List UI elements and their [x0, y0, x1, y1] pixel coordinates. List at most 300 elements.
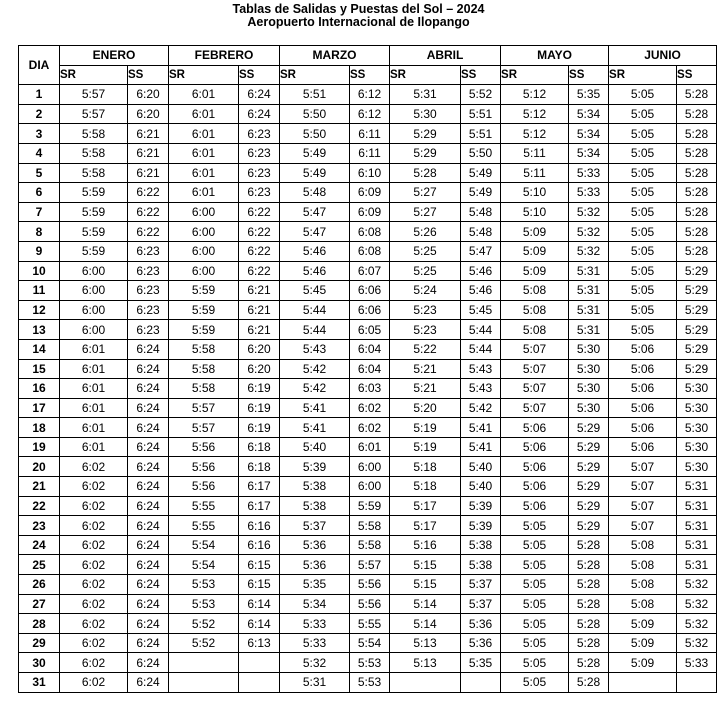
ss-header: SS: [128, 65, 169, 85]
sunrise-cell: 6:01: [60, 437, 128, 457]
sunset-cell: 6:02: [350, 398, 390, 418]
sunset-cell: 6:02: [350, 418, 390, 438]
day-cell: 30: [19, 653, 60, 673]
sunrise-cell: 5:06: [609, 359, 677, 379]
sunset-cell: 6:07: [350, 261, 390, 281]
sunset-cell: 5:30: [677, 457, 717, 477]
sunset-cell: 6:23: [239, 143, 280, 163]
sunset-cell: 6:23: [239, 163, 280, 183]
sunrise-cell: 5:19: [390, 418, 461, 438]
sunset-cell: 5:31: [569, 300, 609, 320]
sunset-cell: 6:24: [239, 104, 280, 124]
sunrise-cell: 5:28: [390, 163, 461, 183]
sunset-cell: 6:24: [128, 555, 169, 575]
sunrise-cell: 5:56: [169, 477, 239, 497]
sunset-cell: 5:28: [677, 202, 717, 222]
sunset-cell: 5:38: [461, 555, 501, 575]
day-cell: 7: [19, 202, 60, 222]
sunset-cell: 6:24: [128, 673, 169, 693]
sunrise-cell: 5:05: [501, 575, 569, 595]
sunrise-cell: 5:05: [609, 320, 677, 340]
sunrise-cell: 5:45: [280, 281, 350, 301]
sunrise-cell: 6:00: [169, 241, 239, 261]
sunrise-cell: 5:59: [60, 241, 128, 261]
sunset-cell: 6:24: [128, 614, 169, 634]
day-cell: 10: [19, 261, 60, 281]
sunrise-cell: 5:31: [280, 673, 350, 693]
table-row: [19, 496, 717, 516]
sunset-cell: 5:28: [569, 653, 609, 673]
sunset-cell: 5:30: [677, 418, 717, 438]
sunset-cell: 6:06: [350, 281, 390, 301]
sunset-cell: 5:28: [677, 222, 717, 242]
sunset-cell: 6:24: [128, 535, 169, 555]
sunrise-cell: 6:01: [60, 398, 128, 418]
table-row: [19, 163, 717, 183]
sunrise-cell: 5:31: [390, 85, 461, 105]
sunset-cell: 5:32: [677, 614, 717, 634]
sunset-cell: 6:24: [128, 516, 169, 536]
sunrise-cell: 5:58: [169, 379, 239, 399]
sunrise-cell: 5:36: [280, 555, 350, 575]
sunrise-cell: 5:05: [609, 183, 677, 203]
sunset-cell: 6:20: [128, 104, 169, 124]
sunrise-cell: 5:44: [280, 320, 350, 340]
sunset-cell: 6:24: [239, 85, 280, 105]
sunset-cell: 6:24: [128, 339, 169, 359]
sunrise-cell: 5:40: [280, 437, 350, 457]
sunset-cell: 5:28: [677, 85, 717, 105]
day-cell: 23: [19, 516, 60, 536]
sunset-cell: 6:24: [128, 457, 169, 477]
sunrise-cell: 5:59: [60, 222, 128, 242]
sunset-cell: 5:36: [461, 633, 501, 653]
sunset-cell: 6:16: [239, 516, 280, 536]
sunset-cell: 5:34: [569, 104, 609, 124]
table-row: [19, 143, 717, 163]
sunset-cell: 6:24: [128, 477, 169, 497]
sunrise-cell: 5:05: [501, 673, 569, 693]
sunrise-cell: 5:58: [60, 143, 128, 163]
sunrise-cell: 5:10: [501, 202, 569, 222]
sunrise-cell: 5:07: [609, 457, 677, 477]
sunrise-cell: 5:43: [280, 339, 350, 359]
sunset-cell: 5:57: [350, 555, 390, 575]
sunset-cell: 6:08: [350, 241, 390, 261]
sunset-cell: 5:34: [569, 124, 609, 144]
sunrise-cell: 6:01: [169, 85, 239, 105]
sunrise-cell: 5:08: [609, 594, 677, 614]
sunrise-cell: 6:02: [60, 516, 128, 536]
sunset-cell: 5:39: [461, 516, 501, 536]
sunrise-cell: 5:35: [280, 575, 350, 595]
sunset-cell: 5:43: [461, 379, 501, 399]
sunset-cell: [239, 653, 280, 673]
sunrise-cell: 5:53: [169, 594, 239, 614]
sunset-cell: 5:44: [461, 320, 501, 340]
sunrise-cell: 5:57: [169, 418, 239, 438]
sunset-cell: 6:21: [128, 124, 169, 144]
sr-header: SR: [60, 65, 128, 85]
sunset-cell: 5:28: [677, 183, 717, 203]
sunrise-cell: 5:55: [169, 516, 239, 536]
sunrise-cell: 5:57: [60, 104, 128, 124]
sunset-cell: 5:59: [350, 496, 390, 516]
sunrise-cell: 5:08: [609, 575, 677, 595]
sunrise-cell: 6:00: [60, 320, 128, 340]
sunset-cell: 6:21: [128, 143, 169, 163]
sunset-cell: 5:33: [569, 163, 609, 183]
table-row: [19, 653, 717, 673]
sunset-cell: 6:22: [128, 222, 169, 242]
sunrise-cell: 5:58: [169, 339, 239, 359]
sunset-cell: 5:31: [569, 281, 609, 301]
sunset-cell: 5:31: [569, 320, 609, 340]
sunset-cell: [461, 673, 501, 693]
sr-ss-header-row: [19, 65, 717, 85]
sunset-cell: 5:40: [461, 477, 501, 497]
day-cell: 16: [19, 379, 60, 399]
day-cell: 18: [19, 418, 60, 438]
sunset-cell: 5:32: [569, 202, 609, 222]
sunset-cell: 5:41: [461, 437, 501, 457]
sunrise-cell: 6:02: [60, 535, 128, 555]
sunrise-cell: 5:12: [501, 104, 569, 124]
sunrise-cell: 5:05: [501, 535, 569, 555]
table-row: [19, 241, 717, 261]
sunset-cell: 5:28: [569, 594, 609, 614]
day-cell: 1: [19, 85, 60, 105]
table-row: [19, 633, 717, 653]
sunset-cell: 5:29: [569, 457, 609, 477]
sunrise-cell: 5:34: [280, 594, 350, 614]
sunset-cell: 6:18: [239, 457, 280, 477]
sunrise-cell: 6:01: [169, 143, 239, 163]
day-cell: 5: [19, 163, 60, 183]
sunset-cell: 6:23: [128, 261, 169, 281]
sunset-cell: 6:23: [128, 320, 169, 340]
sunrise-cell: 5:18: [390, 477, 461, 497]
table-row: [19, 124, 717, 144]
sunrise-cell: 5:56: [169, 457, 239, 477]
sunrise-cell: 5:42: [280, 359, 350, 379]
sunrise-cell: 5:33: [280, 614, 350, 634]
title-line-1: Tablas de Salidas y Puestas del Sol – 2024: [232, 2, 485, 16]
sunrise-cell: 6:00: [169, 202, 239, 222]
sunrise-cell: 5:48: [280, 183, 350, 203]
sunset-cell: 5:28: [677, 163, 717, 183]
sunset-cell: 6:15: [239, 555, 280, 575]
day-cell: 12: [19, 300, 60, 320]
day-cell: 24: [19, 535, 60, 555]
sunset-cell: 6:17: [239, 496, 280, 516]
sunset-cell: 6:18: [239, 437, 280, 457]
sunset-cell: 6:08: [350, 222, 390, 242]
sunset-cell: 5:28: [569, 633, 609, 653]
table-row: [19, 418, 717, 438]
sunset-cell: 6:24: [128, 496, 169, 516]
sunset-cell: 5:30: [569, 398, 609, 418]
sunrise-cell: 5:47: [280, 202, 350, 222]
sunrise-cell: 5:05: [609, 85, 677, 105]
sunrise-cell: 5:59: [60, 202, 128, 222]
sunrise-cell: 5:11: [501, 163, 569, 183]
sunset-cell: 5:51: [461, 124, 501, 144]
title-line-2: Aeropuerto Internacional de Ilopango: [247, 15, 470, 29]
sunset-cell: 5:43: [461, 359, 501, 379]
sunrise-cell: 6:02: [60, 575, 128, 595]
sunrise-cell: 5:07: [501, 339, 569, 359]
sunset-cell: 5:31: [677, 535, 717, 555]
sunrise-cell: 5:29: [390, 124, 461, 144]
sunrise-cell: 5:09: [501, 261, 569, 281]
day-cell: 31: [19, 673, 60, 693]
sunrise-cell: 6:01: [60, 379, 128, 399]
sr-header: SR: [609, 65, 677, 85]
sunset-cell: 5:35: [461, 653, 501, 673]
sunrise-cell: 5:07: [501, 359, 569, 379]
sunset-cell: 5:35: [569, 85, 609, 105]
sunrise-cell: 5:50: [280, 104, 350, 124]
sunset-cell: 5:39: [461, 496, 501, 516]
sunset-cell: 6:24: [128, 359, 169, 379]
sunrise-cell: 5:05: [609, 222, 677, 242]
table-row: [19, 339, 717, 359]
sunset-cell: 6:13: [239, 633, 280, 653]
sunrise-cell: [169, 653, 239, 673]
sunset-cell: 5:31: [677, 496, 717, 516]
sunrise-cell: 5:54: [169, 535, 239, 555]
sunset-cell: 5:31: [569, 261, 609, 281]
day-cell: 20: [19, 457, 60, 477]
sunrise-cell: 6:01: [169, 104, 239, 124]
sunrise-cell: 5:14: [390, 614, 461, 634]
sunrise-cell: 5:54: [169, 555, 239, 575]
sunset-cell: 5:49: [461, 183, 501, 203]
sr-header: SR: [280, 65, 350, 85]
sunrise-cell: 6:00: [60, 300, 128, 320]
table-row: [19, 614, 717, 634]
sunrise-cell: 5:32: [280, 653, 350, 673]
sunrise-cell: [609, 673, 677, 693]
table-row: [19, 535, 717, 555]
sunrise-cell: 5:05: [609, 281, 677, 301]
sunset-cell: 5:44: [461, 339, 501, 359]
sunset-cell: 6:21: [239, 300, 280, 320]
day-cell: 14: [19, 339, 60, 359]
sunset-cell: 6:03: [350, 379, 390, 399]
day-cell: 2: [19, 104, 60, 124]
sunrise-cell: 5:05: [609, 143, 677, 163]
sunset-cell: 6:10: [350, 163, 390, 183]
sunset-cell: 6:23: [128, 281, 169, 301]
sunrise-cell: 5:58: [60, 163, 128, 183]
sunset-cell: 6:01: [350, 437, 390, 457]
sunset-cell: 6:14: [239, 594, 280, 614]
sunset-cell: 6:23: [239, 183, 280, 203]
sunrise-cell: 5:09: [609, 614, 677, 634]
day-cell: 22: [19, 496, 60, 516]
sunrise-cell: 5:49: [280, 163, 350, 183]
sunrise-cell: 5:57: [169, 398, 239, 418]
sunrise-cell: 5:12: [501, 85, 569, 105]
sunrise-cell: 5:10: [501, 183, 569, 203]
sunrise-cell: 5:05: [501, 516, 569, 536]
sunrise-cell: 5:15: [390, 575, 461, 595]
sunrise-cell: 6:02: [60, 477, 128, 497]
sunrise-cell: 5:05: [609, 104, 677, 124]
day-cell: 11: [19, 281, 60, 301]
sunset-cell: 5:28: [569, 575, 609, 595]
sunset-cell: 5:28: [569, 535, 609, 555]
sunrise-cell: 6:01: [60, 359, 128, 379]
sunset-cell: 6:00: [350, 477, 390, 497]
sunrise-cell: 5:05: [501, 555, 569, 575]
sunrise-cell: 5:46: [280, 241, 350, 261]
sunrise-cell: 5:33: [280, 633, 350, 653]
sunrise-cell: 5:09: [609, 653, 677, 673]
sunrise-cell: 5:42: [280, 379, 350, 399]
sunset-cell: 5:28: [677, 124, 717, 144]
sunrise-cell: 5:12: [501, 124, 569, 144]
table-row: [19, 594, 717, 614]
sunrise-cell: 5:47: [280, 222, 350, 242]
sunrise-cell: 5:09: [609, 633, 677, 653]
sunset-cell: 6:22: [239, 222, 280, 242]
sunset-cell: 6:11: [350, 143, 390, 163]
sunrise-cell: 5:17: [390, 496, 461, 516]
sunrise-cell: 5:57: [60, 85, 128, 105]
day-cell: 3: [19, 124, 60, 144]
sunrise-cell: 5:06: [501, 437, 569, 457]
sunrise-cell: 5:56: [169, 437, 239, 457]
sunrise-cell: 5:59: [169, 300, 239, 320]
document-title: [0, 0, 717, 29]
sunset-cell: 5:45: [461, 300, 501, 320]
sunset-cell: 6:11: [350, 124, 390, 144]
sunrise-cell: 5:41: [280, 418, 350, 438]
sunset-cell: 5:49: [461, 163, 501, 183]
sunrise-cell: 5:59: [169, 320, 239, 340]
sunrise-cell: 5:05: [501, 653, 569, 673]
sunset-cell: 6:24: [128, 398, 169, 418]
sr-header: SR: [501, 65, 569, 85]
sunset-cell: 5:54: [350, 633, 390, 653]
table-row: [19, 437, 717, 457]
sunrise-cell: [390, 673, 461, 693]
sunset-cell: 6:22: [239, 261, 280, 281]
sunrise-cell: 5:59: [60, 183, 128, 203]
sunrise-cell: 5:13: [390, 653, 461, 673]
sunrise-cell: 5:44: [280, 300, 350, 320]
sunset-cell: 6:17: [239, 477, 280, 497]
table-row: [19, 379, 717, 399]
table-row: [19, 300, 717, 320]
sunset-cell: 6:04: [350, 359, 390, 379]
sunset-cell: 5:30: [677, 379, 717, 399]
sunrise-cell: 6:01: [169, 163, 239, 183]
ss-header: SS: [677, 65, 717, 85]
day-cell: 15: [19, 359, 60, 379]
sunset-cell: 5:34: [569, 143, 609, 163]
table-row: [19, 183, 717, 203]
sunset-cell: 6:05: [350, 320, 390, 340]
sunset-cell: 5:33: [569, 183, 609, 203]
sunrise-cell: 6:01: [60, 418, 128, 438]
sunset-cell: 6:16: [239, 535, 280, 555]
sunset-cell: 6:21: [239, 281, 280, 301]
sunset-cell: 5:53: [350, 653, 390, 673]
sunset-cell: 5:32: [569, 241, 609, 261]
sunset-cell: 6:15: [239, 575, 280, 595]
sunrise-cell: 5:51: [280, 85, 350, 105]
sunrise-cell: 6:00: [60, 261, 128, 281]
sunset-cell: 5:29: [569, 496, 609, 516]
sunset-cell: 5:30: [677, 437, 717, 457]
sunrise-cell: 5:06: [501, 477, 569, 497]
sunrise-cell: 6:01: [169, 183, 239, 203]
sunrise-cell: 5:05: [609, 261, 677, 281]
sunrise-cell: 5:05: [609, 241, 677, 261]
sunrise-cell: 6:01: [60, 339, 128, 359]
sunrise-cell: 5:46: [280, 261, 350, 281]
sunset-cell: 5:29: [569, 477, 609, 497]
table-body: [19, 85, 717, 692]
sunrise-cell: 5:18: [390, 457, 461, 477]
sunrise-cell: 5:59: [169, 281, 239, 301]
sunset-cell: 5:29: [569, 516, 609, 536]
sunrise-cell: 6:02: [60, 555, 128, 575]
table-row: [19, 281, 717, 301]
dia-header: DIA: [19, 46, 60, 85]
day-cell: 29: [19, 633, 60, 653]
sunrise-cell: 5:08: [501, 281, 569, 301]
sunrise-cell: 5:07: [609, 496, 677, 516]
sunrise-cell: 5:22: [390, 339, 461, 359]
sunrise-cell: 5:08: [609, 535, 677, 555]
month-header: ENERO: [60, 46, 169, 66]
table-row: [19, 222, 717, 242]
sunrise-cell: 5:17: [390, 516, 461, 536]
sunset-cell: 6:21: [128, 163, 169, 183]
sunset-cell: 5:50: [461, 143, 501, 163]
sunrise-cell: 5:05: [609, 163, 677, 183]
sunset-cell: 5:32: [677, 633, 717, 653]
sunset-cell: 5:30: [569, 379, 609, 399]
month-header: FEBRERO: [169, 46, 280, 66]
sunset-cell: 6:06: [350, 300, 390, 320]
sunset-cell: [677, 673, 717, 693]
sunrise-cell: 5:06: [609, 437, 677, 457]
sunrise-cell: 5:38: [280, 496, 350, 516]
sunset-cell: 5:38: [461, 535, 501, 555]
sunset-cell: 5:29: [677, 320, 717, 340]
sunrise-cell: 5:05: [609, 300, 677, 320]
table-row: [19, 202, 717, 222]
sunset-cell: 5:29: [677, 281, 717, 301]
sunset-cell: 5:29: [677, 359, 717, 379]
sunset-cell: 5:29: [677, 300, 717, 320]
sunset-cell: 5:41: [461, 418, 501, 438]
sunset-cell: 5:28: [677, 143, 717, 163]
sunrise-cell: 6:02: [60, 614, 128, 634]
sunset-cell: 6:24: [128, 379, 169, 399]
table-row: [19, 359, 717, 379]
sunset-cell: 6:20: [128, 85, 169, 105]
sunrise-cell: 5:13: [390, 633, 461, 653]
sunset-cell: 6:09: [350, 183, 390, 203]
sunset-cell: 5:31: [677, 477, 717, 497]
